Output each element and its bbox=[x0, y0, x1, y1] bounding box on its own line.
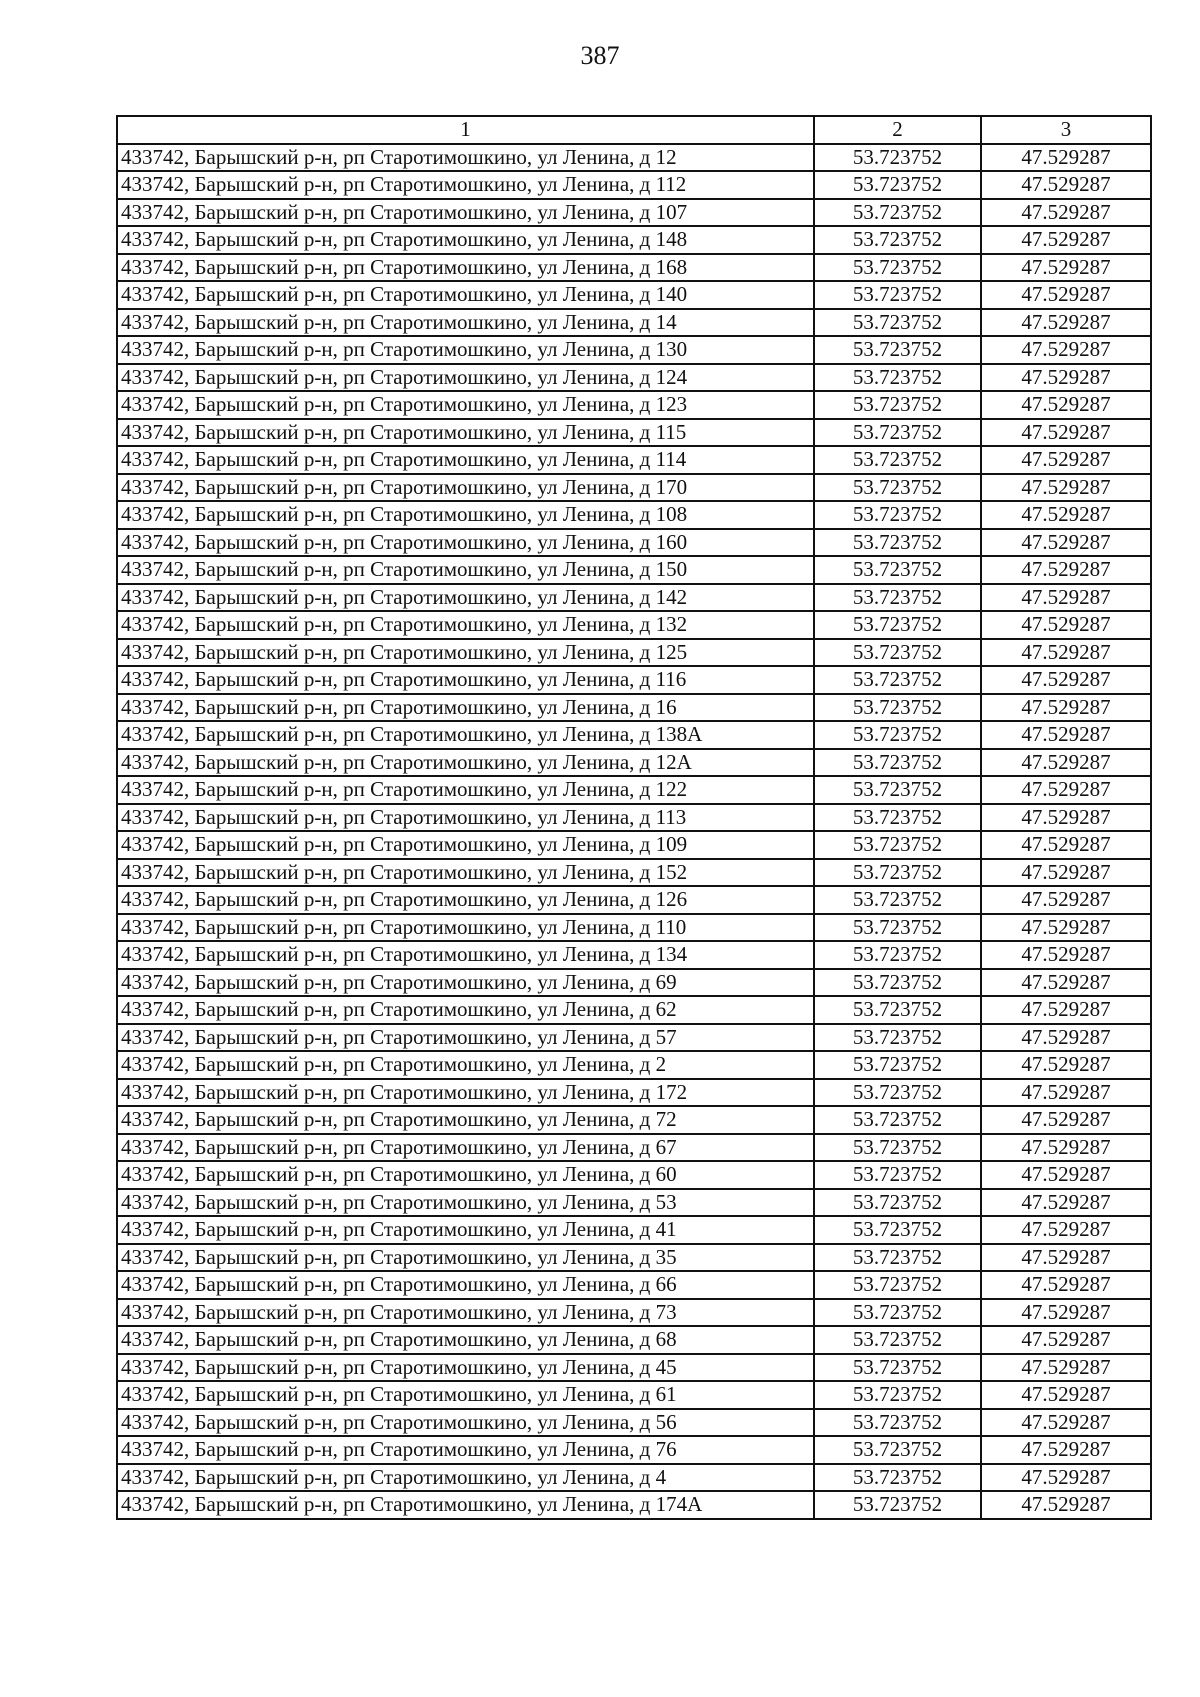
longitude-cell: 47.529287 bbox=[981, 364, 1151, 392]
longitude-cell: 47.529287 bbox=[981, 1299, 1151, 1327]
latitude-cell: 53.723752 bbox=[814, 391, 981, 419]
longitude-cell: 47.529287 bbox=[981, 584, 1151, 612]
latitude-cell: 53.723752 bbox=[814, 1024, 981, 1052]
longitude-cell: 47.529287 bbox=[981, 1464, 1151, 1492]
longitude-cell: 47.529287 bbox=[981, 969, 1151, 997]
table-row bbox=[117, 666, 1151, 694]
latitude-cell: 53.723752 bbox=[814, 886, 981, 914]
address-cell: 433742, Барышский р-н, рп Старотимошкино, ул Ленина, д 126 bbox=[117, 886, 814, 914]
address-cell: 433742, Барышский р-н, рп Старотимошкино, ул Ленина, д 14 bbox=[117, 309, 814, 337]
longitude-cell: 47.529287 bbox=[981, 336, 1151, 364]
longitude-cell: 47.529287 bbox=[981, 1106, 1151, 1134]
latitude-cell: 53.723752 bbox=[814, 419, 981, 447]
address-cell: 433742, Барышский р-н, рп Старотимошкино, ул Ленина, д 142 bbox=[117, 584, 814, 612]
address-cell: 433742, Барышский р-н, рп Старотимошкино, ул Ленина, д 168 bbox=[117, 254, 814, 282]
latitude-cell: 53.723752 bbox=[814, 1354, 981, 1382]
table-row bbox=[117, 529, 1151, 557]
address-cell: 433742, Барышский р-н, рп Старотимошкино, ул Ленина, д 140 bbox=[117, 281, 814, 309]
longitude-cell: 47.529287 bbox=[981, 1161, 1151, 1189]
longitude-cell: 47.529287 bbox=[981, 1079, 1151, 1107]
table-row bbox=[117, 254, 1151, 282]
table-row bbox=[117, 1189, 1151, 1217]
address-cell: 433742, Барышский р-н, рп Старотимошкино, ул Ленина, д 115 bbox=[117, 419, 814, 447]
latitude-cell: 53.723752 bbox=[814, 776, 981, 804]
table-row bbox=[117, 309, 1151, 337]
latitude-cell: 53.723752 bbox=[814, 611, 981, 639]
latitude-cell: 53.723752 bbox=[814, 501, 981, 529]
latitude-cell: 53.723752 bbox=[814, 749, 981, 777]
longitude-cell: 47.529287 bbox=[981, 1326, 1151, 1354]
address-cell: 433742, Барышский р-н, рп Старотимошкино, ул Ленина, д 134 bbox=[117, 941, 814, 969]
latitude-cell: 53.723752 bbox=[814, 941, 981, 969]
address-cell: 433742, Барышский р-н, рп Старотимошкино, ул Ленина, д 132 bbox=[117, 611, 814, 639]
latitude-cell: 53.723752 bbox=[814, 1436, 981, 1464]
longitude-cell: 47.529287 bbox=[981, 391, 1151, 419]
address-cell: 433742, Барышский р-н, рп Старотимошкино, ул Ленина, д 148 bbox=[117, 226, 814, 254]
table-row bbox=[117, 694, 1151, 722]
longitude-cell: 47.529287 bbox=[981, 914, 1151, 942]
table-row bbox=[117, 1079, 1151, 1107]
latitude-cell: 53.723752 bbox=[814, 171, 981, 199]
address-cell: 433742, Барышский р-н, рп Старотимошкино, ул Ленина, д 4 bbox=[117, 1464, 814, 1492]
address-cell: 433742, Барышский р-н, рп Старотимошкино, ул Ленина, д 67 bbox=[117, 1134, 814, 1162]
latitude-cell: 53.723752 bbox=[814, 804, 981, 832]
table-row bbox=[117, 886, 1151, 914]
latitude-cell: 53.723752 bbox=[814, 1464, 981, 1492]
table-row bbox=[117, 1326, 1151, 1354]
table-row bbox=[117, 639, 1151, 667]
longitude-cell: 47.529287 bbox=[981, 309, 1151, 337]
table-row bbox=[117, 1409, 1151, 1437]
address-cell: 433742, Барышский р-н, рп Старотимошкино, ул Ленина, д 76 bbox=[117, 1436, 814, 1464]
table-row bbox=[117, 859, 1151, 887]
latitude-cell: 53.723752 bbox=[814, 309, 981, 337]
table-body bbox=[117, 144, 1151, 1519]
longitude-cell: 47.529287 bbox=[981, 1134, 1151, 1162]
latitude-cell: 53.723752 bbox=[814, 996, 981, 1024]
table-row bbox=[117, 1436, 1151, 1464]
longitude-cell: 47.529287 bbox=[981, 721, 1151, 749]
address-cell: 433742, Барышский р-н, рп Старотимошкино, ул Ленина, д 150 bbox=[117, 556, 814, 584]
longitude-cell: 47.529287 bbox=[981, 1024, 1151, 1052]
table-row bbox=[117, 199, 1151, 227]
longitude-cell: 47.529287 bbox=[981, 1409, 1151, 1437]
address-cell: 433742, Барышский р-н, рп Старотимошкино, ул Ленина, д 72 bbox=[117, 1106, 814, 1134]
address-cell: 433742, Барышский р-н, рп Старотимошкино, ул Ленина, д 66 bbox=[117, 1271, 814, 1299]
latitude-cell: 53.723752 bbox=[814, 1216, 981, 1244]
latitude-cell: 53.723752 bbox=[814, 1326, 981, 1354]
latitude-cell: 53.723752 bbox=[814, 1381, 981, 1409]
longitude-cell: 47.529287 bbox=[981, 254, 1151, 282]
table-row bbox=[117, 584, 1151, 612]
latitude-cell: 53.723752 bbox=[814, 666, 981, 694]
address-cell: 433742, Барышский р-н, рп Старотимошкино, ул Ленина, д 68 bbox=[117, 1326, 814, 1354]
table-row bbox=[117, 1216, 1151, 1244]
latitude-cell: 53.723752 bbox=[814, 474, 981, 502]
latitude-cell: 53.723752 bbox=[814, 1244, 981, 1272]
table-row bbox=[117, 1024, 1151, 1052]
address-cell: 433742, Барышский р-н, рп Старотимошкино, ул Ленина, д 107 bbox=[117, 199, 814, 227]
table-row bbox=[117, 1491, 1151, 1519]
address-cell: 433742, Барышский р-н, рп Старотимошкино, ул Ленина, д 138А bbox=[117, 721, 814, 749]
longitude-cell: 47.529287 bbox=[981, 199, 1151, 227]
latitude-cell: 53.723752 bbox=[814, 199, 981, 227]
longitude-cell: 47.529287 bbox=[981, 1271, 1151, 1299]
latitude-cell: 53.723752 bbox=[814, 1299, 981, 1327]
page-number: 387 bbox=[580, 41, 620, 70]
column-header-latitude: 2 bbox=[814, 116, 981, 144]
table-row bbox=[117, 804, 1151, 832]
table-row bbox=[117, 721, 1151, 749]
address-cell: 433742, Барышский р-н, рп Старотимошкино, ул Ленина, д 41 bbox=[117, 1216, 814, 1244]
longitude-cell: 47.529287 bbox=[981, 529, 1151, 557]
latitude-cell: 53.723752 bbox=[814, 364, 981, 392]
latitude-cell: 53.723752 bbox=[814, 584, 981, 612]
address-cell: 433742, Барышский р-н, рп Старотимошкино, ул Ленина, д 109 bbox=[117, 831, 814, 859]
longitude-cell: 47.529287 bbox=[981, 611, 1151, 639]
longitude-cell: 47.529287 bbox=[981, 859, 1151, 887]
table-row bbox=[117, 1106, 1151, 1134]
table-row bbox=[117, 831, 1151, 859]
longitude-cell: 47.529287 bbox=[981, 1216, 1151, 1244]
address-cell: 433742, Барышский р-н, рп Старотимошкино, ул Ленина, д 113 bbox=[117, 804, 814, 832]
table-row bbox=[117, 226, 1151, 254]
longitude-cell: 47.529287 bbox=[981, 831, 1151, 859]
table-row bbox=[117, 914, 1151, 942]
address-cell: 433742, Барышский р-н, рп Старотимошкино, ул Ленина, д 114 bbox=[117, 446, 814, 474]
address-cell: 433742, Барышский р-н, рп Старотимошкино, ул Ленина, д 110 bbox=[117, 914, 814, 942]
table-row bbox=[117, 941, 1151, 969]
latitude-cell: 53.723752 bbox=[814, 1189, 981, 1217]
latitude-cell: 53.723752 bbox=[814, 446, 981, 474]
latitude-cell: 53.723752 bbox=[814, 859, 981, 887]
address-cell: 433742, Барышский р-н, рп Старотимошкино, ул Ленина, д 69 bbox=[117, 969, 814, 997]
address-cell: 433742, Барышский р-н, рп Старотимошкино, ул Ленина, д 35 bbox=[117, 1244, 814, 1272]
longitude-cell: 47.529287 bbox=[981, 1189, 1151, 1217]
longitude-cell: 47.529287 bbox=[981, 419, 1151, 447]
latitude-cell: 53.723752 bbox=[814, 226, 981, 254]
table-row bbox=[117, 391, 1151, 419]
table-row bbox=[117, 144, 1151, 172]
table-row bbox=[117, 281, 1151, 309]
address-cell: 433742, Барышский р-н, рп Старотимошкино, ул Ленина, д 174А bbox=[117, 1491, 814, 1519]
address-cell: 433742, Барышский р-н, рп Старотимошкино, ул Ленина, д 124 bbox=[117, 364, 814, 392]
latitude-cell: 53.723752 bbox=[814, 721, 981, 749]
address-cell: 433742, Барышский р-н, рп Старотимошкино, ул Ленина, д 61 bbox=[117, 1381, 814, 1409]
latitude-cell: 53.723752 bbox=[814, 1079, 981, 1107]
table-row bbox=[117, 336, 1151, 364]
address-cell: 433742, Барышский р-н, рп Старотимошкино, ул Ленина, д 172 bbox=[117, 1079, 814, 1107]
longitude-cell: 47.529287 bbox=[981, 226, 1151, 254]
table-row bbox=[117, 171, 1151, 199]
address-cell: 433742, Барышский р-н, рп Старотимошкино, ул Ленина, д 57 bbox=[117, 1024, 814, 1052]
table-row bbox=[117, 474, 1151, 502]
column-header-address: 1 bbox=[117, 116, 814, 144]
address-cell: 433742, Барышский р-н, рп Старотимошкино, ул Ленина, д 56 bbox=[117, 1409, 814, 1437]
table-row bbox=[117, 1354, 1151, 1382]
longitude-cell: 47.529287 bbox=[981, 474, 1151, 502]
longitude-cell: 47.529287 bbox=[981, 886, 1151, 914]
longitude-cell: 47.529287 bbox=[981, 941, 1151, 969]
latitude-cell: 53.723752 bbox=[814, 1051, 981, 1079]
longitude-cell: 47.529287 bbox=[981, 281, 1151, 309]
longitude-cell: 47.529287 bbox=[981, 501, 1151, 529]
latitude-cell: 53.723752 bbox=[814, 556, 981, 584]
table-header-row bbox=[117, 116, 1151, 144]
table-row bbox=[117, 501, 1151, 529]
address-cell: 433742, Барышский р-н, рп Старотимошкино, ул Ленина, д 45 bbox=[117, 1354, 814, 1382]
longitude-cell: 47.529287 bbox=[981, 1051, 1151, 1079]
address-cell: 433742, Барышский р-н, рп Старотимошкино, ул Ленина, д 108 bbox=[117, 501, 814, 529]
table-row bbox=[117, 996, 1151, 1024]
table-row bbox=[117, 364, 1151, 392]
latitude-cell: 53.723752 bbox=[814, 529, 981, 557]
address-cell: 433742, Барышский р-н, рп Старотимошкино, ул Ленина, д 2 bbox=[117, 1051, 814, 1079]
table-row bbox=[117, 969, 1151, 997]
address-cell: 433742, Барышский р-н, рп Старотимошкино, ул Ленина, д 60 bbox=[117, 1161, 814, 1189]
address-cell: 433742, Барышский р-н, рп Старотимошкино, ул Ленина, д 116 bbox=[117, 666, 814, 694]
address-cell: 433742, Барышский р-н, рп Старотимошкино, ул Ленина, д 152 bbox=[117, 859, 814, 887]
address-cell: 433742, Барышский р-н, рп Старотимошкино, ул Ленина, д 123 bbox=[117, 391, 814, 419]
longitude-cell: 47.529287 bbox=[981, 1491, 1151, 1519]
address-cell: 433742, Барышский р-н, рп Старотимошкино, ул Ленина, д 12А bbox=[117, 749, 814, 777]
longitude-cell: 47.529287 bbox=[981, 556, 1151, 584]
longitude-cell: 47.529287 bbox=[981, 639, 1151, 667]
address-cell: 433742, Барышский р-н, рп Старотимошкино, ул Ленина, д 170 bbox=[117, 474, 814, 502]
address-cell: 433742, Барышский р-н, рп Старотимошкино, ул Ленина, д 53 bbox=[117, 1189, 814, 1217]
address-cell: 433742, Барышский р-н, рп Старотимошкино, ул Ленина, д 16 bbox=[117, 694, 814, 722]
latitude-cell: 53.723752 bbox=[814, 1106, 981, 1134]
address-cell: 433742, Барышский р-н, рп Старотимошкино, ул Ленина, д 12 bbox=[117, 144, 814, 172]
latitude-cell: 53.723752 bbox=[814, 969, 981, 997]
address-cell: 433742, Барышский р-н, рп Старотимошкино, ул Ленина, д 112 bbox=[117, 171, 814, 199]
latitude-cell: 53.723752 bbox=[814, 694, 981, 722]
longitude-cell: 47.529287 bbox=[981, 804, 1151, 832]
table-row bbox=[117, 776, 1151, 804]
table-row bbox=[117, 419, 1151, 447]
latitude-cell: 53.723752 bbox=[814, 144, 981, 172]
longitude-cell: 47.529287 bbox=[981, 446, 1151, 474]
longitude-cell: 47.529287 bbox=[981, 171, 1151, 199]
table-row bbox=[117, 1051, 1151, 1079]
longitude-cell: 47.529287 bbox=[981, 996, 1151, 1024]
address-cell: 433742, Барышский р-н, рп Старотимошкино, ул Ленина, д 73 bbox=[117, 1299, 814, 1327]
table-row bbox=[117, 556, 1151, 584]
longitude-cell: 47.529287 bbox=[981, 749, 1151, 777]
table-row bbox=[117, 1464, 1151, 1492]
longitude-cell: 47.529287 bbox=[981, 666, 1151, 694]
table-row bbox=[117, 1161, 1151, 1189]
latitude-cell: 53.723752 bbox=[814, 1134, 981, 1162]
latitude-cell: 53.723752 bbox=[814, 281, 981, 309]
table-row bbox=[117, 1271, 1151, 1299]
address-cell: 433742, Барышский р-н, рп Старотимошкино, ул Ленина, д 130 bbox=[117, 336, 814, 364]
address-cell: 433742, Барышский р-н, рп Старотимошкино, ул Ленина, д 122 bbox=[117, 776, 814, 804]
latitude-cell: 53.723752 bbox=[814, 254, 981, 282]
latitude-cell: 53.723752 bbox=[814, 831, 981, 859]
address-cell: 433742, Барышский р-н, рп Старотимошкино, ул Ленина, д 62 bbox=[117, 996, 814, 1024]
table-row bbox=[117, 1381, 1151, 1409]
latitude-cell: 53.723752 bbox=[814, 1409, 981, 1437]
longitude-cell: 47.529287 bbox=[981, 1244, 1151, 1272]
latitude-cell: 53.723752 bbox=[814, 1161, 981, 1189]
table-row bbox=[117, 446, 1151, 474]
latitude-cell: 53.723752 bbox=[814, 1271, 981, 1299]
table-row bbox=[117, 1134, 1151, 1162]
latitude-cell: 53.723752 bbox=[814, 914, 981, 942]
longitude-cell: 47.529287 bbox=[981, 1354, 1151, 1382]
table-row bbox=[117, 611, 1151, 639]
longitude-cell: 47.529287 bbox=[981, 776, 1151, 804]
latitude-cell: 53.723752 bbox=[814, 1491, 981, 1519]
address-cell: 433742, Барышский р-н, рп Старотимошкино, ул Ленина, д 160 bbox=[117, 529, 814, 557]
table-row bbox=[117, 1299, 1151, 1327]
longitude-cell: 47.529287 bbox=[981, 694, 1151, 722]
longitude-cell: 47.529287 bbox=[981, 1381, 1151, 1409]
longitude-cell: 47.529287 bbox=[981, 1436, 1151, 1464]
longitude-cell: 47.529287 bbox=[981, 144, 1151, 172]
table-row bbox=[117, 1244, 1151, 1272]
latitude-cell: 53.723752 bbox=[814, 336, 981, 364]
column-header-longitude: 3 bbox=[981, 116, 1151, 144]
latitude-cell: 53.723752 bbox=[814, 639, 981, 667]
address-coordinates-table bbox=[116, 115, 1152, 1520]
table-row bbox=[117, 749, 1151, 777]
address-cell: 433742, Барышский р-н, рп Старотимошкино, ул Ленина, д 125 bbox=[117, 639, 814, 667]
